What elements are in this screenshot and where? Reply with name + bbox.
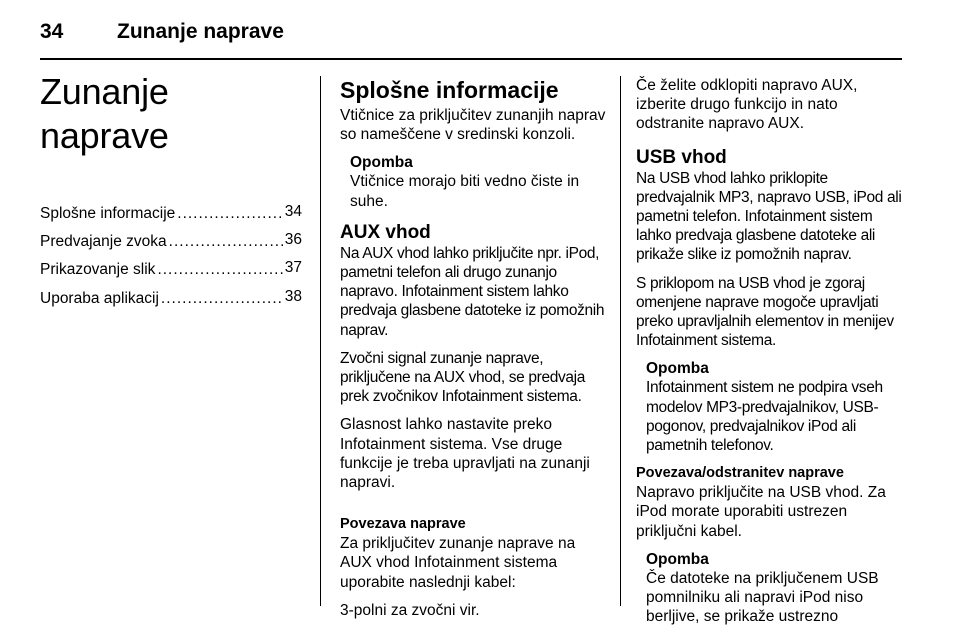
toc-item[interactable] bbox=[40, 258, 302, 286]
toc-item-page: 34 bbox=[284, 203, 302, 220]
toc-item-page: 36 bbox=[284, 231, 302, 249]
middle-column bbox=[340, 76, 608, 620]
toc-item-label: Predvajanje zvoka bbox=[40, 233, 167, 251]
note-text: Infotainment sistem ne podpira vseh modelov MP3-predvajalnikov, USB-pogonov, predvajalnikov iPod ali pametnih telefonov. bbox=[646, 379, 883, 455]
aux-paragraph-1: Na AUX vhod lahko priključite npr. iPod, pametni telefon ali drugo zunanjo napravo. Infotainment sistem lahko predvaja glasbene datoteke iz pomožnih naprav. bbox=[340, 244, 605, 339]
section-heading-general: Splošne informacije bbox=[340, 77, 559, 103]
column-divider-1 bbox=[320, 76, 321, 606]
note-text: Če datoteke na priključenem USB pomnilniku ali napravi iPod niso berljive, se prikaže ustrezno bbox=[646, 569, 879, 626]
toc-item[interactable] bbox=[40, 202, 302, 230]
section-heading-aux: AUX vhod bbox=[340, 221, 431, 243]
connect-paragraph-2: 3-polni za zvočni vir. bbox=[340, 601, 480, 619]
page-number: 34 bbox=[40, 20, 64, 43]
right-column bbox=[636, 76, 908, 635]
usb-paragraph-2: S priklopom na USB vhod je zgoraj omenjene naprave mogoče upravljati preko upravljalnih elementov in menijev Infotainment sistema. bbox=[636, 274, 894, 350]
toc-item-page: 37 bbox=[284, 259, 302, 277]
subheading-connect-device: Povezava naprave bbox=[340, 516, 466, 533]
chapter-title: Zunanje naprave bbox=[40, 71, 169, 156]
toc-item-page: 38 bbox=[284, 287, 302, 305]
toc-item[interactable] bbox=[40, 287, 302, 315]
general-intro-paragraph: Vtičnice za priključitev zunanjih naprav so nameščene v sredinski konzoli. bbox=[340, 107, 606, 144]
toc-item-label: Prikazovanje slik bbox=[40, 261, 156, 279]
usb-connect-paragraph: Napravo priključite na USB vhod. Za iPod morate uporabiti ustrezen priključni kabel. bbox=[636, 484, 886, 540]
aux-disconnect-paragraph: Če želite odklopiti napravo AUX, izberite drugo funkcijo in nato odstranite napravo AUX. bbox=[636, 77, 858, 133]
running-header-title: Zunanje naprave bbox=[117, 20, 284, 43]
aux-paragraph-3: Glasnost lahko nastavite preko Infotainment sistema. Vse druge funkcije je treba upravljati na zunanji napravi. bbox=[340, 416, 590, 492]
toc-leader-dots bbox=[177, 202, 282, 230]
note-label: Opomba bbox=[350, 154, 413, 172]
toc-leader-dots bbox=[157, 258, 282, 286]
aux-paragraph-2: Zvočni signal zunanje naprave, priključene na AUX vhod, se predvaja prek zvočnikov Infotainment sistema. bbox=[340, 349, 586, 406]
chapter-column bbox=[40, 70, 302, 315]
note-box bbox=[646, 359, 908, 455]
note-text: Vtičnice morajo biti vedno čiste in suhe. bbox=[350, 173, 580, 210]
column-divider-2 bbox=[620, 76, 621, 606]
note-label: Opomba bbox=[646, 360, 709, 378]
header-rule bbox=[40, 58, 902, 60]
usb-paragraph-1: Na USB vhod lahko priklopite predvajalnik MP3, napravo USB, iPod ali pametni telefon. Infotainment sistem lahko predvaja glasbene datoteke ali prikaže slike iz pomožnih naprav. bbox=[636, 169, 902, 264]
toc-item-label: Uporaba aplikacij bbox=[40, 289, 159, 307]
note-box bbox=[350, 153, 608, 210]
note-box bbox=[646, 550, 908, 627]
toc-item-label: Splošne informacije bbox=[40, 205, 176, 222]
note-label: Opomba bbox=[646, 550, 709, 568]
toc-leader-dots bbox=[169, 230, 283, 258]
subheading-connect-remove: Povezava/odstranitev naprave bbox=[636, 465, 844, 482]
toc-leader-dots bbox=[161, 287, 283, 315]
toc-item[interactable] bbox=[40, 230, 302, 258]
connect-paragraph-1: Za priključitev zunanje naprave na AUX vhod Infotainment sistema uporabite naslednji kabel: bbox=[340, 535, 576, 591]
table-of-contents bbox=[40, 202, 302, 315]
section-heading-usb: USB vhod bbox=[636, 146, 727, 168]
